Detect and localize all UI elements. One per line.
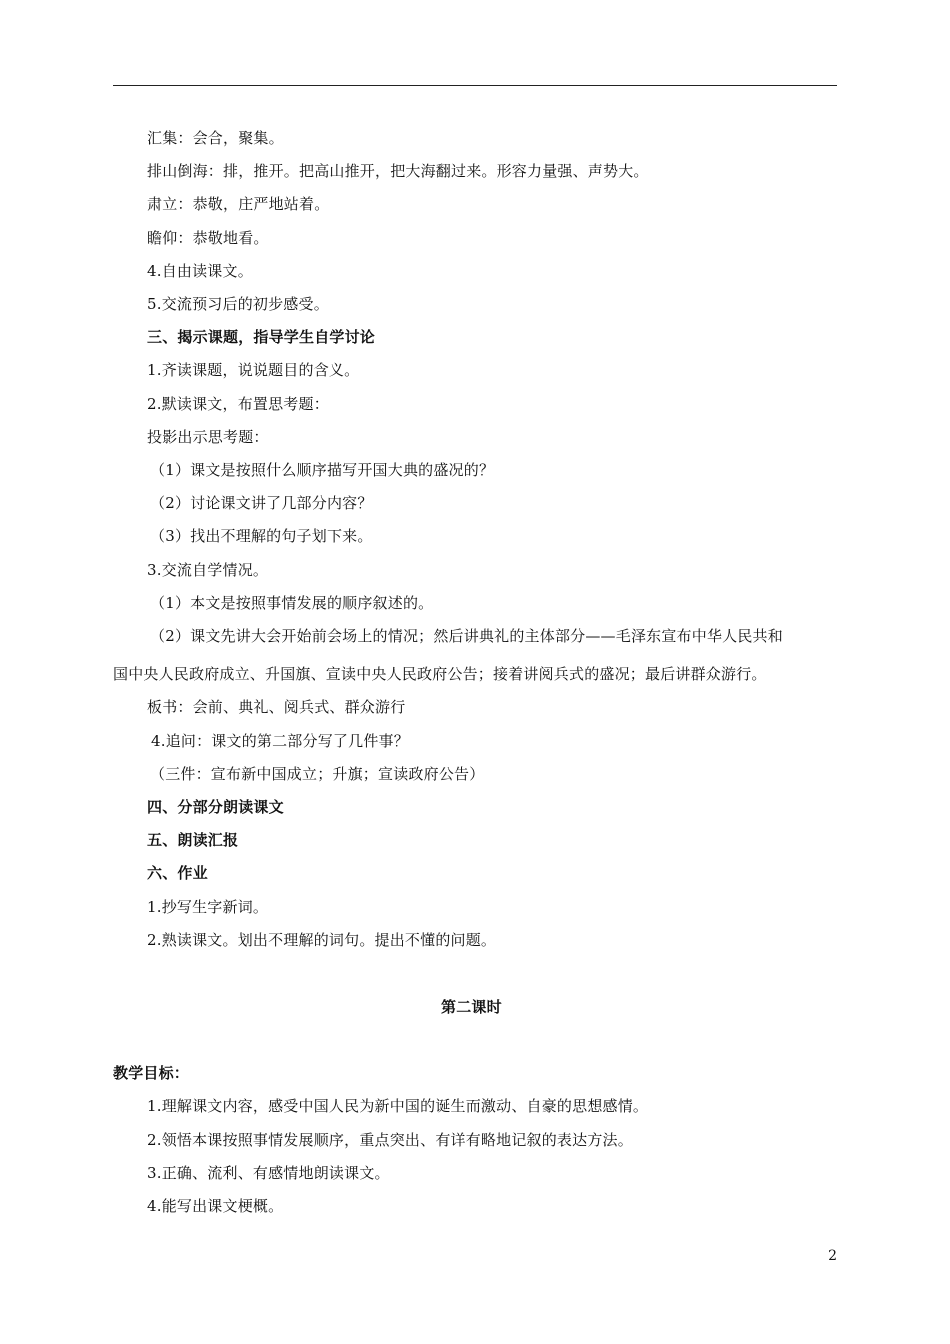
question-line: （1）课文是按照什么顺序描写开国大典的盛况的？ <box>150 461 495 479</box>
step-line: 投影出示思考题： <box>147 428 269 446</box>
answer-line: （2）课文先讲大会开始前会场上的情况；然后讲典礼的主体部分——毛泽东宣布中华人民共和 <box>150 627 783 645</box>
definition-line: 排山倒海：排，推开。把高山推开，把大海翻过来。形容力量强、声势大。 <box>147 162 649 180</box>
definition-line: 肃立：恭敬，庄严地站着。 <box>147 195 330 213</box>
section-heading: 四、分部分朗读课文 <box>147 798 284 816</box>
question-line: （3）找出不理解的句子划下来。 <box>150 527 373 545</box>
step-line: 2.默读课文，布置思考题： <box>147 395 329 413</box>
section-heading: 六、作业 <box>147 864 208 882</box>
answer-line: 国中央人民政府成立、升国旗、宣读中央人民政府公告；接着讲阅兵式的盛况；最后讲群众游行。 <box>113 665 767 683</box>
homework-line: 2.熟读课文。划出不理解的词句。提出不懂的问题。 <box>147 931 497 949</box>
section-heading: 三、揭示课题，指导学生自学讨论 <box>147 328 376 346</box>
answer-line: （三件：宣布新中国成立；升旗；宣读政府公告） <box>150 765 485 783</box>
step-line: 4.追问：课文的第二部分写了几件事？ <box>151 732 409 750</box>
blackboard-line: 板书：会前、典礼、阅兵式、群众游行 <box>147 698 406 716</box>
step-line: 3.交流自学情况。 <box>147 561 269 579</box>
page-number: 2 <box>828 1248 837 1264</box>
objective-line: 1.理解课文内容，感受中国人民为新中国的诞生而激动、自豪的思想感情。 <box>147 1097 649 1115</box>
objective-line: 2.领悟本课按照事情发展顺序，重点突出、有详有略地记叙的表达方法。 <box>147 1131 633 1149</box>
section-heading: 五、朗读汇报 <box>147 831 239 849</box>
objective-line: 3.正确、流利、有感情地朗读课文。 <box>147 1164 390 1182</box>
step-line: 4.自由读课文。 <box>147 262 253 280</box>
definition-line: 汇集：会合，聚集。 <box>147 129 284 147</box>
objective-line: 4.能写出课文梗概。 <box>147 1197 284 1215</box>
answer-line: （1）本文是按照事情发展的顺序叙述的。 <box>150 594 434 612</box>
step-line: 1.齐读课题，说说题目的含义。 <box>147 361 360 379</box>
question-line: （2）讨论课文讲了几部分内容？ <box>150 494 373 512</box>
objectives-heading: 教学目标： <box>113 1064 190 1082</box>
homework-line: 1.抄写生字新词。 <box>147 898 269 916</box>
step-line: 5.交流预习后的初步感受。 <box>147 295 329 313</box>
lesson-title: 第二课时 <box>441 998 502 1016</box>
definition-line: 瞻仰：恭敬地看。 <box>147 229 269 247</box>
header-rule <box>113 85 837 86</box>
